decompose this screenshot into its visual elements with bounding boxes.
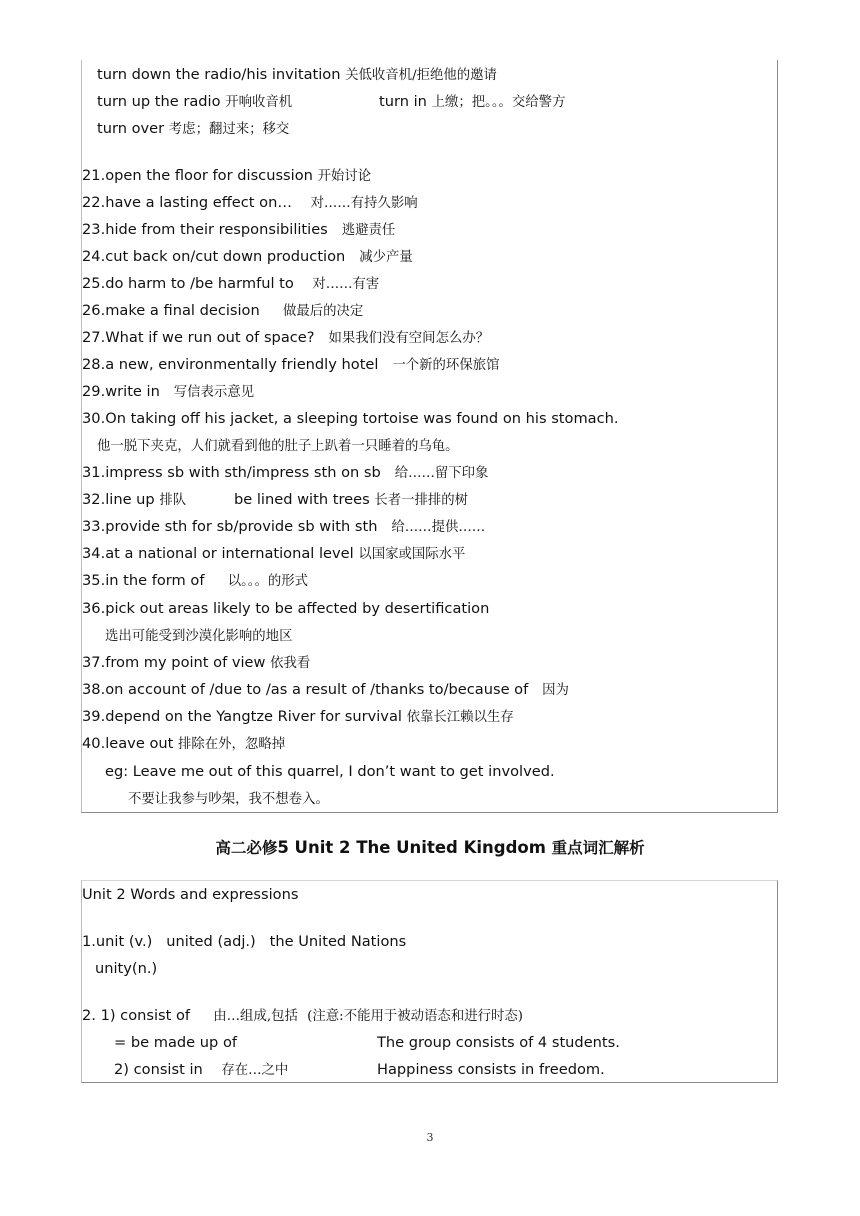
entry-turn-in: turn in 上缴；把。。。交给警方 xyxy=(379,93,566,110)
entry-35: 35.in the form of 以。。。的形式 xyxy=(82,572,309,589)
entry-22: 22.have a lasting effect on… 对……有持久影响 xyxy=(82,194,418,211)
entry-40-example: eg: Leave me out of this quarrel, I don’t want to get involved. xyxy=(105,763,555,780)
entry-23: 23.hide from their responsibilities 逃避责任 xyxy=(82,221,396,238)
entry-turn-up: turn up the radio 开响收音机 xyxy=(97,93,293,110)
entry-36: 36.pick out areas likely to be affected by desertification xyxy=(82,600,490,617)
entry-32b: be lined with trees 长者一排排的树 xyxy=(234,491,469,508)
section-title: 高二必修5 Unit 2 The United Kingdom 重点词汇解析 xyxy=(215,838,645,857)
entry-consist-of: 2. 1) consist of 由…组成,包括 (注意:不能用于被动语态和进行时态) xyxy=(82,1007,523,1024)
entry-unit: 1.unit (v.) united (adj.) the United Nations xyxy=(82,933,407,950)
entry-28: 28.a new, environmentally friendly hotel 一个新的环保旅馆 xyxy=(82,356,500,373)
example-consists-in: Happiness consists in freedom. xyxy=(377,1061,605,1078)
entry-40: 40.leave out 排除在外，忽略掉 xyxy=(82,735,286,752)
entry-30-translation: 他一脱下夹克，人们就看到他的肚子上趴着一只睡着的乌龟。 xyxy=(97,439,459,454)
entry-31: 31.impress sb with sth/impress sth on sb 给……留下印象 xyxy=(82,464,489,481)
entry-39: 39.depend on the Yangtze River for survival 依靠长江赖以生存 xyxy=(82,708,514,725)
entry-26: 26.make a final decision 做最后的决定 xyxy=(82,302,364,319)
entry-38: 38.on account of /due to /as a result of /thanks to/because of 因为 xyxy=(82,681,569,698)
entry-37: 37.from my point of view 依我看 xyxy=(82,654,311,671)
entry-25: 25.do harm to /be harmful to 对……有害 xyxy=(82,275,380,292)
entry-30: 30.On taking off his jacket, a sleeping tortoise was found on his stomach. xyxy=(82,410,619,427)
words-heading: Unit 2 Words and expressions xyxy=(82,886,299,903)
entry-turn-over: turn over 考虑；翻过来；移交 xyxy=(97,120,290,137)
entry-33: 33.provide sth for sb/provide sb with sth 给……提供…… xyxy=(82,518,486,535)
page-number: 3 xyxy=(426,1131,434,1144)
entry-consist-in: 2) consist in 存在…之中 xyxy=(114,1061,289,1078)
entry-21: 21.open the floor for discussion 开始讨论 xyxy=(82,167,372,184)
entry-40-example-translation: 不要让我参与吵架，我不想卷入。 xyxy=(128,792,329,807)
entry-36-translation: 选出可能受到沙漠化影响的地区 xyxy=(105,629,293,644)
entry-32: 32.line up 排队 xyxy=(82,491,187,508)
entry-unity: unity(n.) xyxy=(95,960,158,977)
entry-be-made-up-of: = be made up of xyxy=(114,1034,238,1051)
example-consists-of: The group consists of 4 students. xyxy=(377,1034,620,1051)
entry-24: 24.cut back on/cut down production 减少产量 xyxy=(82,248,413,265)
entry-27: 27.What if we run out of space? 如果我们没有空间怎么办？ xyxy=(82,329,490,346)
entry-turn-down: turn down the radio/his invitation 关低收音机/拒绝他的邀请 xyxy=(97,66,497,83)
entry-29: 29.write in 写信表示意见 xyxy=(82,383,255,400)
entry-34: 34.at a national or international level 以国家或国际水平 xyxy=(82,545,466,562)
